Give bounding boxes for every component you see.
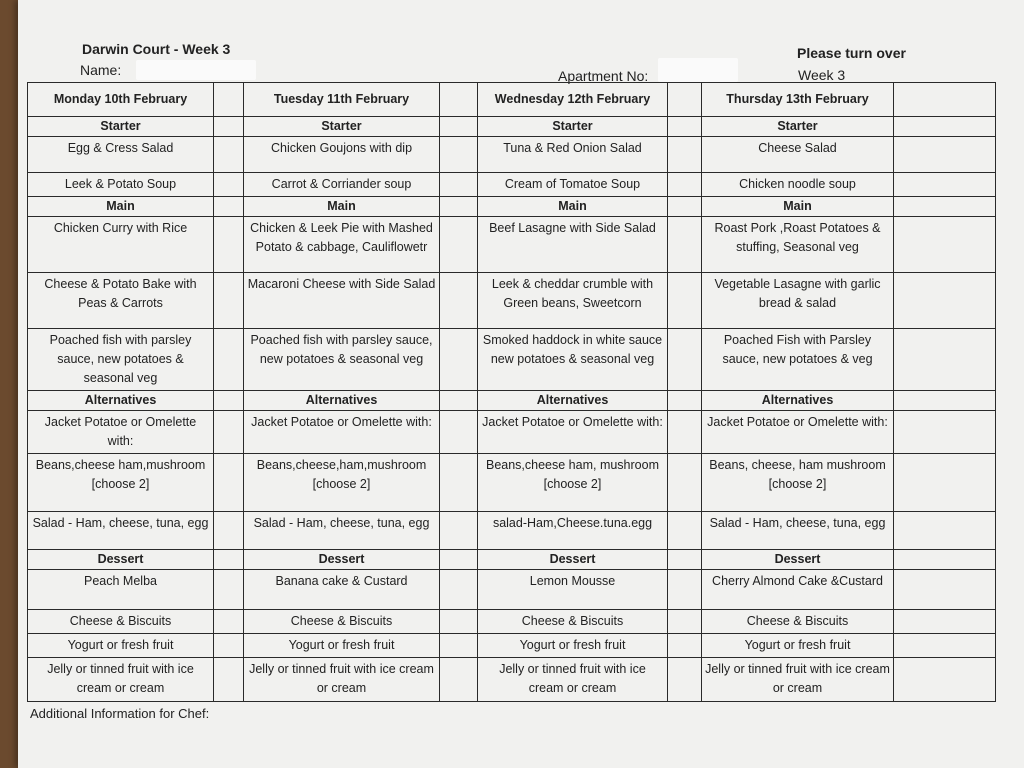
choice-box[interactable] [668,137,702,173]
choice-box[interactable] [214,550,244,570]
day-heading: Tuesday 11th February [244,83,440,117]
choice-box[interactable] [440,658,478,702]
choice-box[interactable] [894,610,996,634]
choice-box[interactable] [668,550,702,570]
day-heading: Thursday 13th February [702,83,894,117]
choice-box[interactable] [214,454,244,512]
menu-row [28,391,996,411]
choice-box[interactable] [668,329,702,391]
choice-box[interactable] [214,173,244,197]
menu-table [27,82,996,702]
apartment-label: Apartment No: [558,68,649,84]
day-heading: Wednesday 12th February [478,83,668,117]
menu-row [28,137,996,173]
alternative-item: Beans,cheese,ham,mushroom [choose 2] [244,454,440,512]
dessert-item: Yogurt or fresh fruit [28,634,214,658]
choice-box[interactable] [894,83,996,117]
starter-heading: Starter [244,117,440,137]
choice-box[interactable] [894,634,996,658]
choice-box[interactable] [894,273,996,329]
choice-box[interactable] [440,454,478,512]
menu-row [28,329,996,391]
choice-box[interactable] [214,391,244,411]
choice-box[interactable] [440,391,478,411]
choice-box[interactable] [894,570,996,610]
choice-box[interactable] [440,137,478,173]
alternatives-heading: Alternatives [702,391,894,411]
alternative-item: Jacket Potatoe or Omelette with: [478,411,668,454]
main-item: Chicken & Leek Pie with Mashed Potato & cabbage, Cauliflowetr [244,217,440,273]
alternative-item: Salad - Ham, cheese, tuna, egg [702,512,894,550]
dessert-item: Yogurt or fresh fruit [478,634,668,658]
choice-box[interactable] [668,411,702,454]
main-item: Cheese & Potato Bake with Peas & Carrots [28,273,214,329]
alternative-item: Salad - Ham, cheese, tuna, egg [28,512,214,550]
dessert-item: Lemon Mousse [478,570,668,610]
dessert-item: Jelly or tinned fruit with ice cream or cream [702,658,894,702]
main-heading: Main [478,197,668,217]
main-item: Chicken Curry with Rice [28,217,214,273]
menu-row [28,411,996,454]
dessert-heading: Dessert [702,550,894,570]
dessert-item: Banana cake & Custard [244,570,440,610]
choice-box[interactable] [894,550,996,570]
main-item: Smoked haddock in white sauce new potatoes & seasonal veg [478,329,668,391]
dessert-item: Cheese & Biscuits [28,610,214,634]
menu-row [28,658,996,702]
choice-box[interactable] [214,634,244,658]
choice-box[interactable] [894,329,996,391]
choice-box[interactable] [668,173,702,197]
menu-sheet [18,0,1024,768]
menu-row [28,83,996,117]
choice-box[interactable] [668,658,702,702]
apartment-redaction [658,58,738,82]
choice-box[interactable] [214,411,244,454]
menu-row [28,273,996,329]
main-item: Macaroni Cheese with Side Salad [244,273,440,329]
choice-box[interactable] [440,173,478,197]
dessert-heading: Dessert [478,550,668,570]
alternatives-heading: Alternatives [478,391,668,411]
choice-box[interactable] [668,610,702,634]
choice-box[interactable] [440,634,478,658]
soup-item: Leek & Potato Soup [28,173,214,197]
main-item: Poached Fish with Parsley sauce, new potatoes & veg [702,329,894,391]
choice-box[interactable] [668,117,702,137]
choice-box[interactable] [214,83,244,117]
choice-box[interactable] [440,329,478,391]
dessert-item: Jelly or tinned fruit with ice cream or cream [244,658,440,702]
choice-box[interactable] [440,411,478,454]
main-item: Poached fish with parsley sauce, new potatoes & seasonal veg [28,329,214,391]
dessert-item: Yogurt or fresh fruit [244,634,440,658]
menu-row [28,197,996,217]
alternatives-heading: Alternatives [28,391,214,411]
alternatives-heading: Alternatives [244,391,440,411]
choice-box[interactable] [668,391,702,411]
starter-item: Cheese Salad [702,137,894,173]
choice-box[interactable] [894,512,996,550]
choice-box[interactable] [894,217,996,273]
starter-heading: Starter [28,117,214,137]
turn-over-note: Please turn over [797,45,906,61]
main-heading: Main [244,197,440,217]
choice-box[interactable] [668,217,702,273]
choice-box[interactable] [214,610,244,634]
alternative-item: Beans, cheese, ham mushroom [choose 2] [702,454,894,512]
soup-item: Carrot & Corriander soup [244,173,440,197]
choice-box[interactable] [440,83,478,117]
choice-box[interactable] [440,512,478,550]
choice-box[interactable] [894,391,996,411]
starter-heading: Starter [702,117,894,137]
choice-box[interactable] [668,570,702,610]
soup-item: Chicken noodle soup [702,173,894,197]
starter-item: Chicken Goujons with dip [244,137,440,173]
dessert-heading: Dessert [28,550,214,570]
menu-row [28,570,996,610]
choice-box[interactable] [440,197,478,217]
name-redaction [136,60,256,80]
choice-box[interactable] [440,273,478,329]
choice-box[interactable] [214,217,244,273]
main-heading: Main [702,197,894,217]
name-label: Name: [80,62,122,78]
starter-item: Egg & Cress Salad [28,137,214,173]
choice-box[interactable] [440,117,478,137]
alternative-item: Beans,cheese ham, mushroom [choose 2] [478,454,668,512]
choice-box[interactable] [668,197,702,217]
choice-box[interactable] [440,217,478,273]
choice-box[interactable] [894,117,996,137]
choice-box[interactable] [668,512,702,550]
choice-box[interactable] [894,454,996,512]
alternative-item: Jacket Potatoe or Omelette with: [28,411,214,454]
menu-row [28,173,996,197]
menu-row [28,512,996,550]
choice-box[interactable] [894,197,996,217]
menu-row [28,610,996,634]
chef-info-label: Additional Information for Chef: [30,706,210,721]
choice-box[interactable] [894,658,996,702]
choice-box[interactable] [214,197,244,217]
menu-row [28,217,996,273]
main-heading: Main [28,197,214,217]
choice-box[interactable] [894,411,996,454]
choice-box[interactable] [214,117,244,137]
choice-box[interactable] [894,173,996,197]
dessert-item: Cheese & Biscuits [702,610,894,634]
dessert-item: Peach Melba [28,570,214,610]
choice-box[interactable] [214,570,244,610]
choice-box[interactable] [440,610,478,634]
menu-row [28,634,996,658]
main-item: Beef Lasagne with Side Salad [478,217,668,273]
alternative-item: Jacket Potatoe or Omelette with: [244,411,440,454]
choice-box[interactable] [668,83,702,117]
choice-box[interactable] [214,329,244,391]
alternative-item: Jacket Potatoe or Omelette with: [702,411,894,454]
main-item: Vegetable Lasagne with garlic bread & salad [702,273,894,329]
dessert-item: Yogurt or fresh fruit [702,634,894,658]
alternative-item: salad-Ham,Cheese.tuna.egg [478,512,668,550]
choice-box[interactable] [440,550,478,570]
choice-box[interactable] [668,634,702,658]
menu-row [28,454,996,512]
choice-box[interactable] [440,570,478,610]
soup-item: Cream of Tomatoe Soup [478,173,668,197]
dessert-item: Cheese & Biscuits [244,610,440,634]
dessert-item: Cherry Almond Cake &Custard [702,570,894,610]
choice-box[interactable] [214,137,244,173]
alternative-item: Beans,cheese ham,mushroom [choose 2] [28,454,214,512]
choice-box[interactable] [668,273,702,329]
dessert-item: Jelly or tinned fruit with ice cream or cream [28,658,214,702]
starter-item: Tuna & Red Onion Salad [478,137,668,173]
alternative-item: Salad - Ham, cheese, tuna, egg [244,512,440,550]
menu-title: Darwin Court - Week 3 [82,41,231,57]
main-item: Poached fish with parsley sauce, new potatoes & seasonal veg [244,329,440,391]
day-heading: Monday 10th February [28,83,214,117]
week-label: Week 3 [798,67,846,83]
choice-box[interactable] [214,273,244,329]
main-item: Roast Pork ,Roast Potatoes & stuffing, Seasonal veg [702,217,894,273]
choice-box[interactable] [214,658,244,702]
choice-box[interactable] [894,137,996,173]
main-item: Leek & cheddar crumble with Green beans, Sweetcorn [478,273,668,329]
choice-box[interactable] [668,454,702,512]
choice-box[interactable] [214,512,244,550]
dessert-item: Cheese & Biscuits [478,610,668,634]
dessert-item: Jelly or tinned fruit with ice cream or cream [478,658,668,702]
dessert-heading: Dessert [244,550,440,570]
menu-row [28,550,996,570]
menu-row [28,117,996,137]
starter-heading: Starter [478,117,668,137]
